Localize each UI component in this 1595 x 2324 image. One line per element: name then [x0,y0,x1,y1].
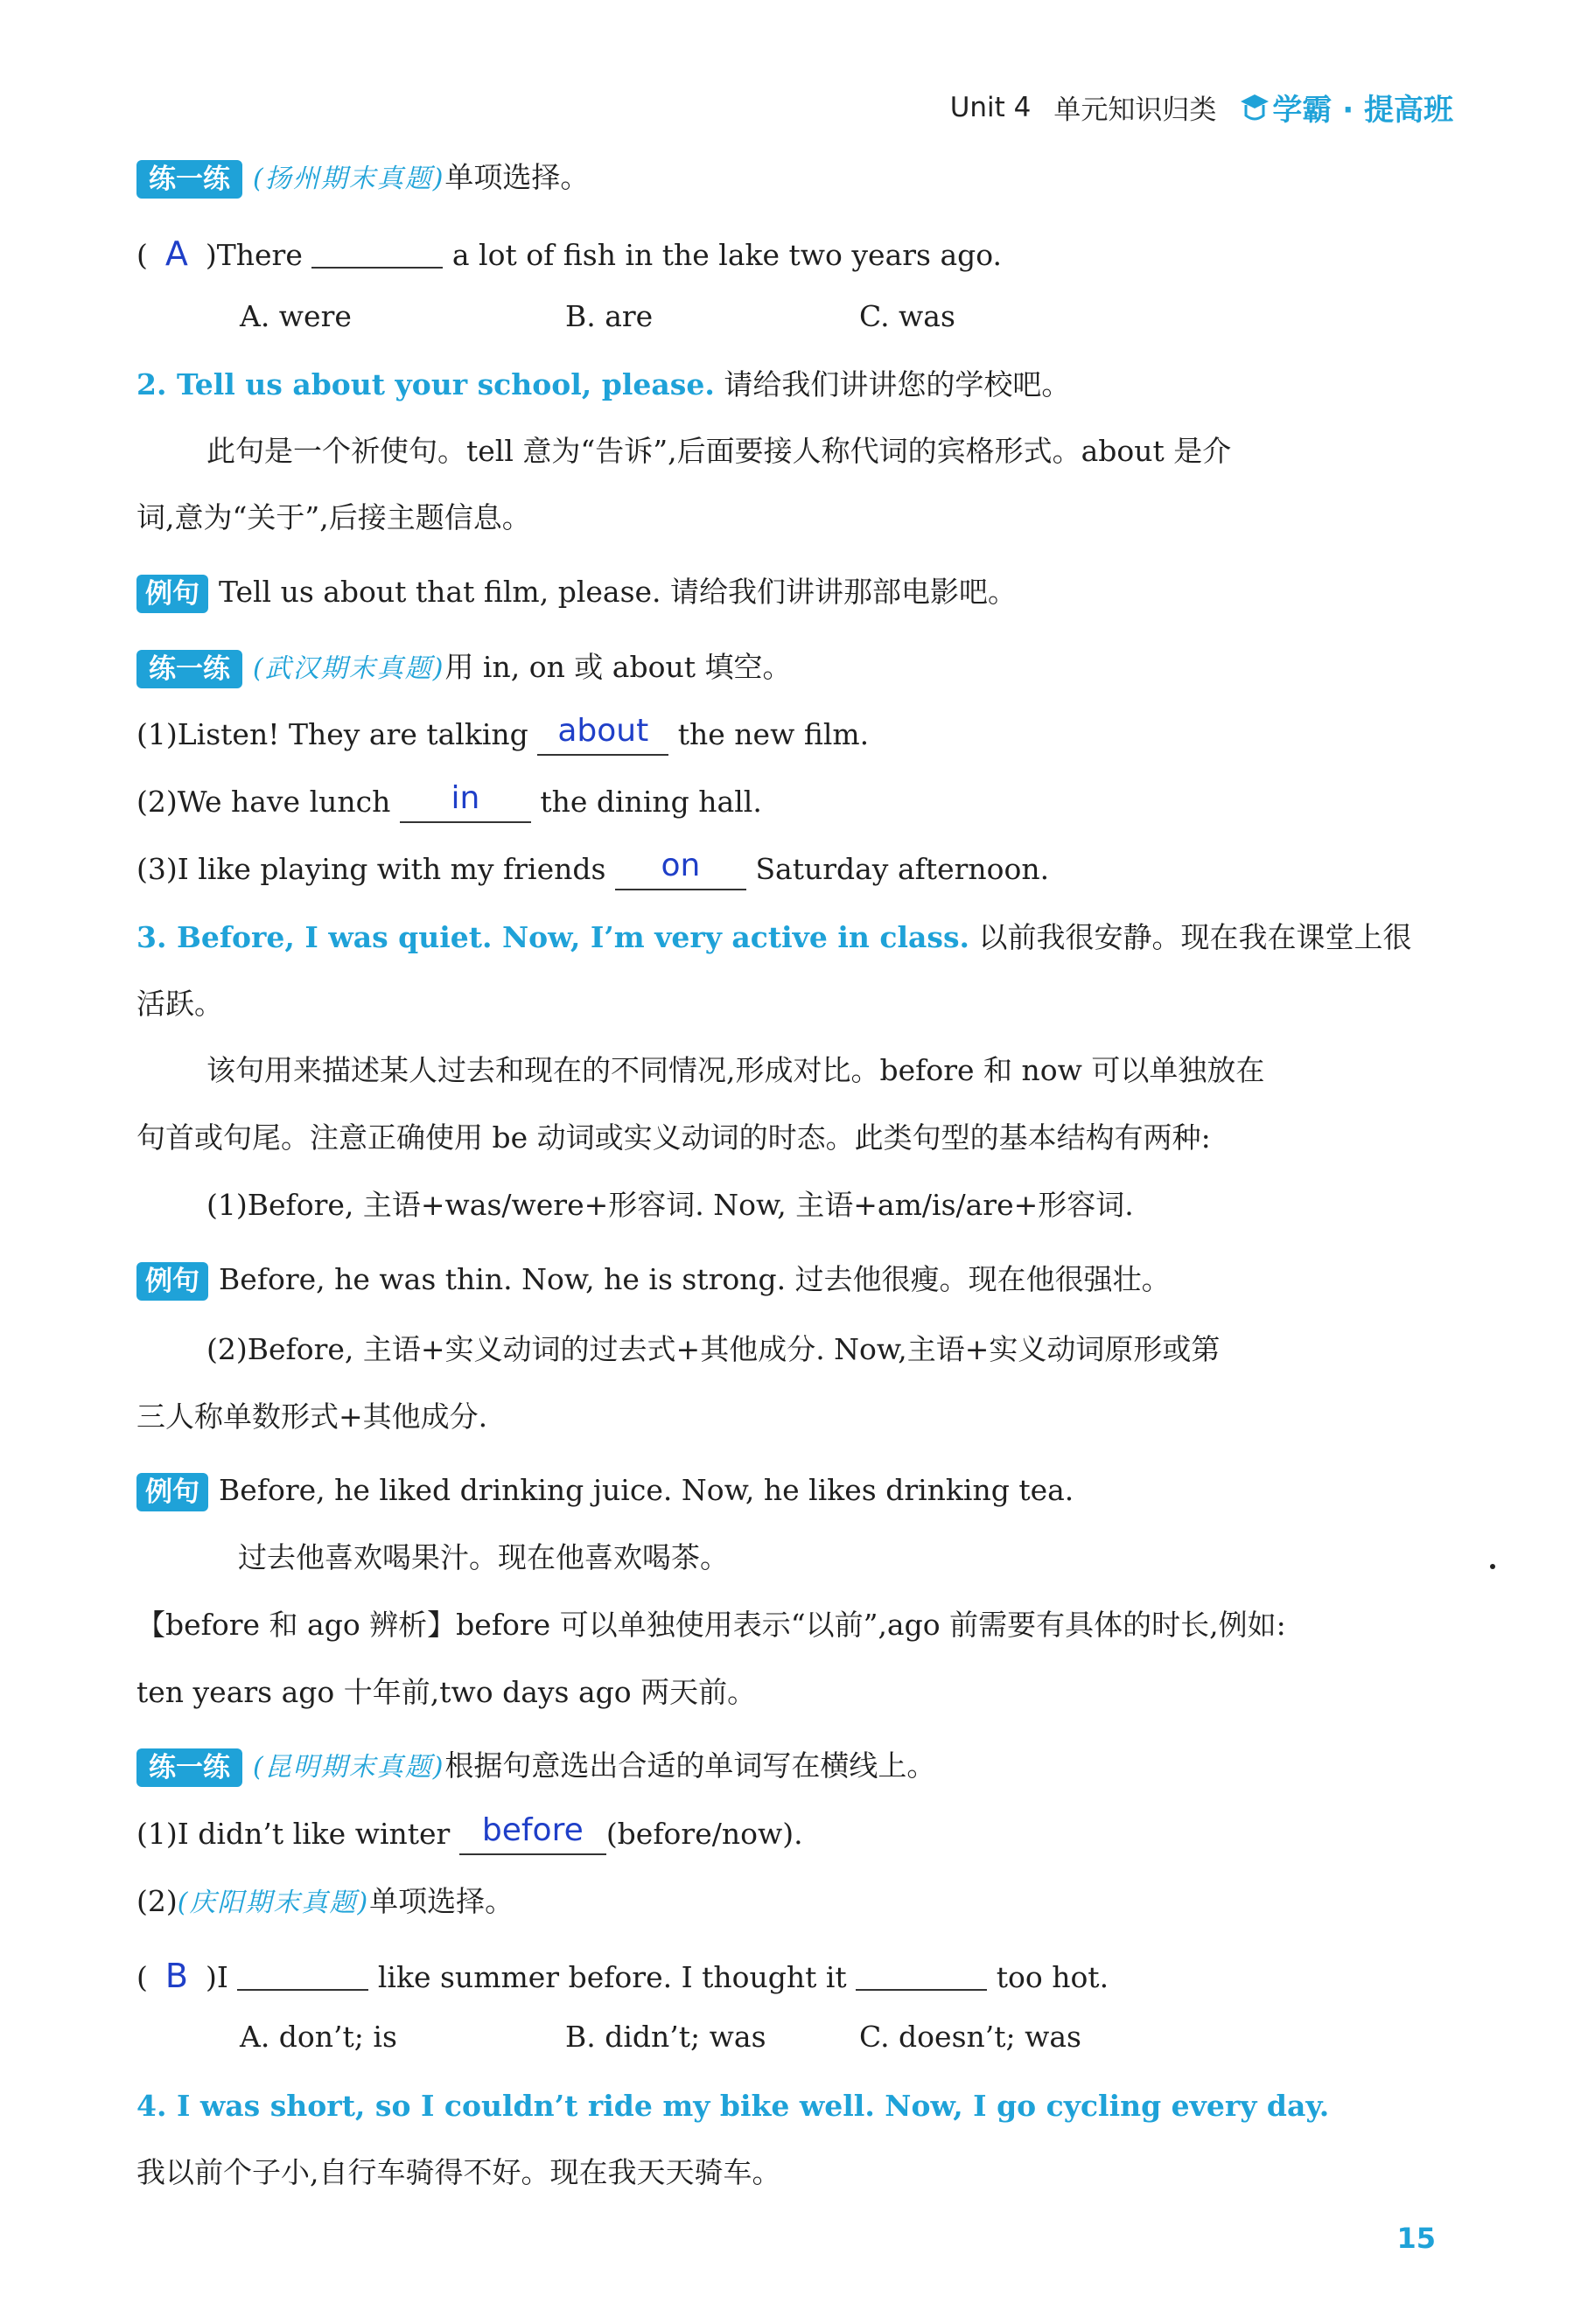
answer-choice: A [164,234,188,273]
answer-choice: B [164,1957,188,1995]
point-3-explain-1: 该句用来描述某人过去和现在的不同情况,形成对比。before 和 now 可以单独放在 [206,1053,1265,1087]
before-ago-compare-2: ten years ago 十年前,two days ago 两天前。 [136,1675,757,1709]
graduation-cap-icon [1239,89,1270,126]
filled-answer: before [481,1812,584,1848]
item-label: (2) [136,1884,178,1918]
example-sentence: Before, he was thin. Now, he is strong. 过去他很瘦。现在他很强壮。 [219,1262,1171,1296]
answer-blank [311,232,443,269]
option-b: B. are [565,299,654,333]
filled-answer: in [451,780,480,816]
filled-answer: on [661,848,701,883]
answer-blank [615,848,746,890]
item-text-before: (3)I like playing with my friends [136,852,606,886]
exercise-3-item-1 [136,1812,803,1853]
section-label: 单元知识归类 [1053,94,1217,126]
item-text-before: (1)I didn’t like winter [136,1817,451,1851]
exercise-task: 单项选择。 [444,160,590,194]
close-paren: ) [205,1960,217,1994]
example-tag: 例句 [136,1262,208,1301]
question-middle: like summer before. I thought it [377,1960,847,1994]
exercise-2-item-1 [136,715,869,754]
brand-logo [1239,86,1453,129]
option-a: A. were [240,299,352,333]
point-2-heading [136,366,1070,404]
point-3-example-2-translation: 过去他喜欢喝果汁。现在他喜欢喝茶。 [238,1540,729,1574]
question-start: There [216,238,303,272]
close-paren: ) [205,238,217,272]
point-3-translation-cont: 活跃。 [136,987,223,1021]
point-translation: 请给我们讲讲您的学校吧。 [724,367,1071,401]
exercise-source: (武汉期末真题) [253,653,445,684]
exercise-task: 单项选择。 [369,1884,514,1918]
answer-blank [537,713,668,756]
point-3-structure-1: (1)Before, 主语+was/were+形容词. Now, 主语+am/is/are+形容词. [206,1188,1134,1222]
point-translation: 以前我很安静。现在我在课堂上很 [978,920,1412,954]
question-end: too hot. [996,1960,1109,1994]
point-3-explain-2: 句首或句尾。注意正确使用 be 动词或实义动词的时态。此类句型的基本结构有两种: [136,1120,1211,1155]
exercise-2-item-3 [136,850,1049,889]
point-heading: 3. Before, I was quiet. Now, I’m very active in class. [136,920,970,954]
exercise-3-item-2-question [136,1951,1109,1997]
option-c: C. was [859,299,955,333]
point-3-example-1 [136,1260,1171,1301]
exercise-3-header [136,1747,935,1787]
unit-label: Unit 4 [949,91,1032,123]
question-end: a lot of fish in the lake two years ago. [451,238,1003,272]
point-3-example-2 [136,1471,1074,1511]
exercise-1-header [136,158,589,199]
item-text-after: Saturday afternoon. [755,852,1050,886]
answer-blank [856,1954,987,1991]
exercise-source: (昆明期末真题) [253,1752,445,1783]
answer-blank [400,780,531,823]
exercise-2-header [136,648,791,688]
point-2-explain-1: 此句是一个祈使句。tell 意为“告诉”,后面要接人称代词的宾格形式。about 是介 [206,434,1232,468]
point-heading: 2. Tell us about your school, please. [136,367,715,401]
exercise-task: 用 in, on 或 about 填空。 [444,650,792,684]
filled-answer: about [557,713,649,749]
answer-blank [459,1812,606,1855]
example-sentence: Tell us about that film, please. 请给我们讲讲那部电影吧。 [219,575,1018,609]
example-tag: 例句 [136,575,208,613]
item-text-before: (2)We have lunch [136,785,391,819]
point-3-heading [136,918,1412,957]
open-paren: ( [136,1960,148,1994]
exercise-2-item-2 [136,780,762,821]
point-3-structure-2b: 三人称单数形式+其他成分. [136,1399,488,1434]
point-2-explain-2: 词,意为“关于”,后接主题信息。 [136,500,531,534]
page-number: 15 [1396,2222,1436,2255]
exercise-source: (庆阳期末真题) [177,1888,370,1918]
exercise-task: 根据句意选出合适的单词写在横线上。 [444,1748,936,1783]
item-text-after: the dining hall. [540,785,762,819]
option-a: A. don’t; is [240,2020,397,2054]
item-text-before: (1)Listen! They are talking [136,717,528,751]
stray-dot [1490,1564,1495,1569]
item-text-after: the new film. [677,717,870,751]
open-paren: ( [136,238,148,272]
item-text-after: (before/now). [605,1817,803,1851]
brand-text: 学霸 · 提高班 [1272,93,1453,128]
exercise-source: (扬州期末真题) [253,164,445,194]
example-tag: 例句 [136,1473,208,1511]
exercise-3-item-2-header [136,1882,514,1923]
option-b: B. didn’t; was [565,2020,766,2054]
point-heading: 4. I was short, so I couldn’t ride my bike well. Now, I go cycling every day. [136,2089,1330,2123]
exercise-1-question [136,228,1002,275]
point-4-translation: 我以前个子小,自行车骑得不好。现在我天天骑车。 [136,2155,781,2189]
question-start: I [216,1960,228,1994]
answer-blank [237,1954,368,1991]
example-sentence: Before, he liked drinking juice. Now, he likes drinking tea. [219,1473,1074,1507]
practice-tag: 练一练 [136,160,242,199]
exercise-1-options [240,297,955,336]
option-c: C. doesn’t; was [859,2020,1081,2054]
exercise-3-options [240,2018,1081,2056]
point-3-structure-2a: (2)Before, 主语+实义动词的过去式+其他成分. Now,主语+实义动词原形或第 [206,1332,1221,1366]
point-4-heading [136,2087,1329,2125]
practice-tag: 练一练 [136,650,242,688]
point-2-example [136,573,1017,613]
practice-tag: 练一练 [136,1748,242,1787]
before-ago-compare-1: 【before 和 ago 辨析】before 可以单独使用表示“以前”,ago 前需要有具体的时长,例如: [136,1608,1286,1642]
page-header [950,86,1453,129]
